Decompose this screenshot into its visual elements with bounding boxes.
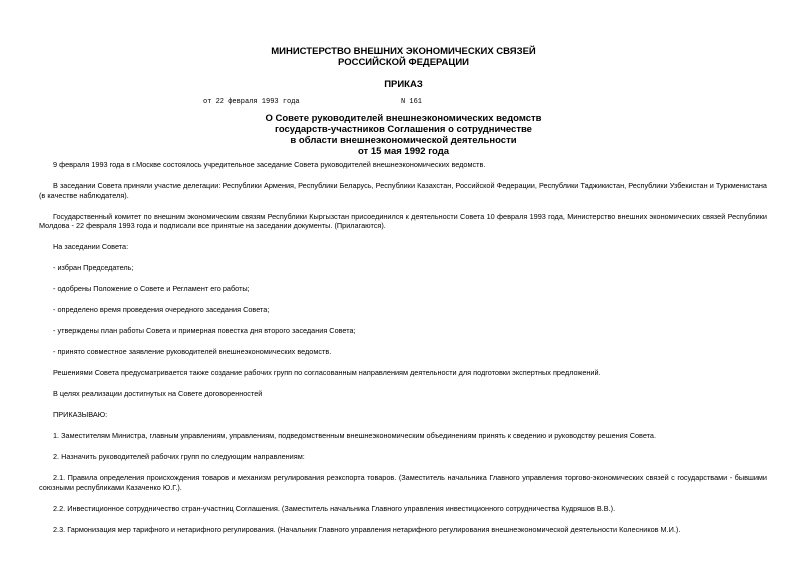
title-line4: от 15 мая 1992 года <box>357 146 450 157</box>
order-subitem: 2.3. Гармонизация мер тарифного и нетарифного регулирования. (Начальник Главного управления нетарифного регулирования внешнеэкономической деятельности Колесников М.И.). <box>53 524 681 534</box>
order-subitem: 2.1. Правила определения происхождения товаров и механизм регулирования реэкспорта товаров. (Заместитель начальника Главного управления торгово-экономических связей с государствами - бывшими союзными республиками Казаченко Ю.Г.). <box>39 473 767 492</box>
paragraph: 9 февраля 1993 года в г.Москве состоялось учредительное заседание Совета руководителей внешнеэкономических ведомств. <box>53 160 486 169</box>
title-line3: в области внешнеэкономической деятельности <box>290 135 517 146</box>
document-date: от 22 февраля 1993 года <box>203 98 300 106</box>
paragraph: В заседании Совета приняли участие делегации: Республики Армения, Республики Беларусь, Республики Казахстан, Российской Федерации, Республики Таджикистан, Республики Узбекистан и Туркменистана (в качестве наблюдателя). <box>39 181 767 200</box>
order-item: 2. Назначить руководителей рабочих групп по следующим направлениям: <box>53 452 305 461</box>
paragraph: В целях реализации достигнутых на Совете договоренностей <box>53 389 263 398</box>
document-number: N 161 <box>401 98 423 106</box>
list-item: - утверждены план работы Совета и примерная повестка дня второго заседания Совета; <box>53 326 356 335</box>
title-line2: государств-участников Соглашения о сотрудничестве <box>275 124 532 135</box>
paragraph: На заседании Совета: <box>53 242 129 251</box>
list-item: - избран Председатель; <box>53 263 134 272</box>
ministry-name-line1: МИНИСТЕРСТВО ВНЕШНИХ ЭКОНОМИЧЕСКИХ СВЯЗЕЙ <box>271 46 536 57</box>
paragraph: Государственный комитет по внешним экономическим связям Республики Кыргызстан присоединился к деятельности Совета 10 февраля 1993 года, Министерство внешних экономических связей Республики Молдова - 22 февраля 1993 года и подписали все принятые на заседании документы. (Прилагаются). <box>39 211 767 230</box>
document-body <box>39 160 767 546</box>
order-item: 1. Заместителям Министра, главным управлениям, управлениям, подведомственным внешнеэкономическим объединениям принять к сведению и руководству решения Совета. <box>53 431 656 440</box>
list-item: - определено время проведения очередного заседания Совета; <box>53 305 270 314</box>
list-item: - одобрены Положение о Совете и Регламент его работы; <box>53 284 250 293</box>
list-item: - принято совместное заявление руководителей внешнеэкономических ведомств. <box>53 347 332 356</box>
document-type: ПРИКАЗ <box>384 79 423 90</box>
title-line1: О Совете руководителей внешнеэкономических ведомств <box>265 113 542 124</box>
order-keyword: ПРИКАЗЫВАЮ: <box>53 410 108 419</box>
paragraph: Решениями Совета предусматривается также создание рабочих групп по согласованным направлениям деятельности для подготовки экспертных предложений. <box>53 368 601 377</box>
ministry-name-line2: РОССИЙСКОЙ ФЕДЕРАЦИИ <box>337 57 469 68</box>
order-subitem: 2.2. Инвестиционное сотрудничество стран-участниц Соглашения. (Заместитель начальника Главного управления инвестиционного сотрудничества Кудряшов В.В.). <box>53 503 616 513</box>
